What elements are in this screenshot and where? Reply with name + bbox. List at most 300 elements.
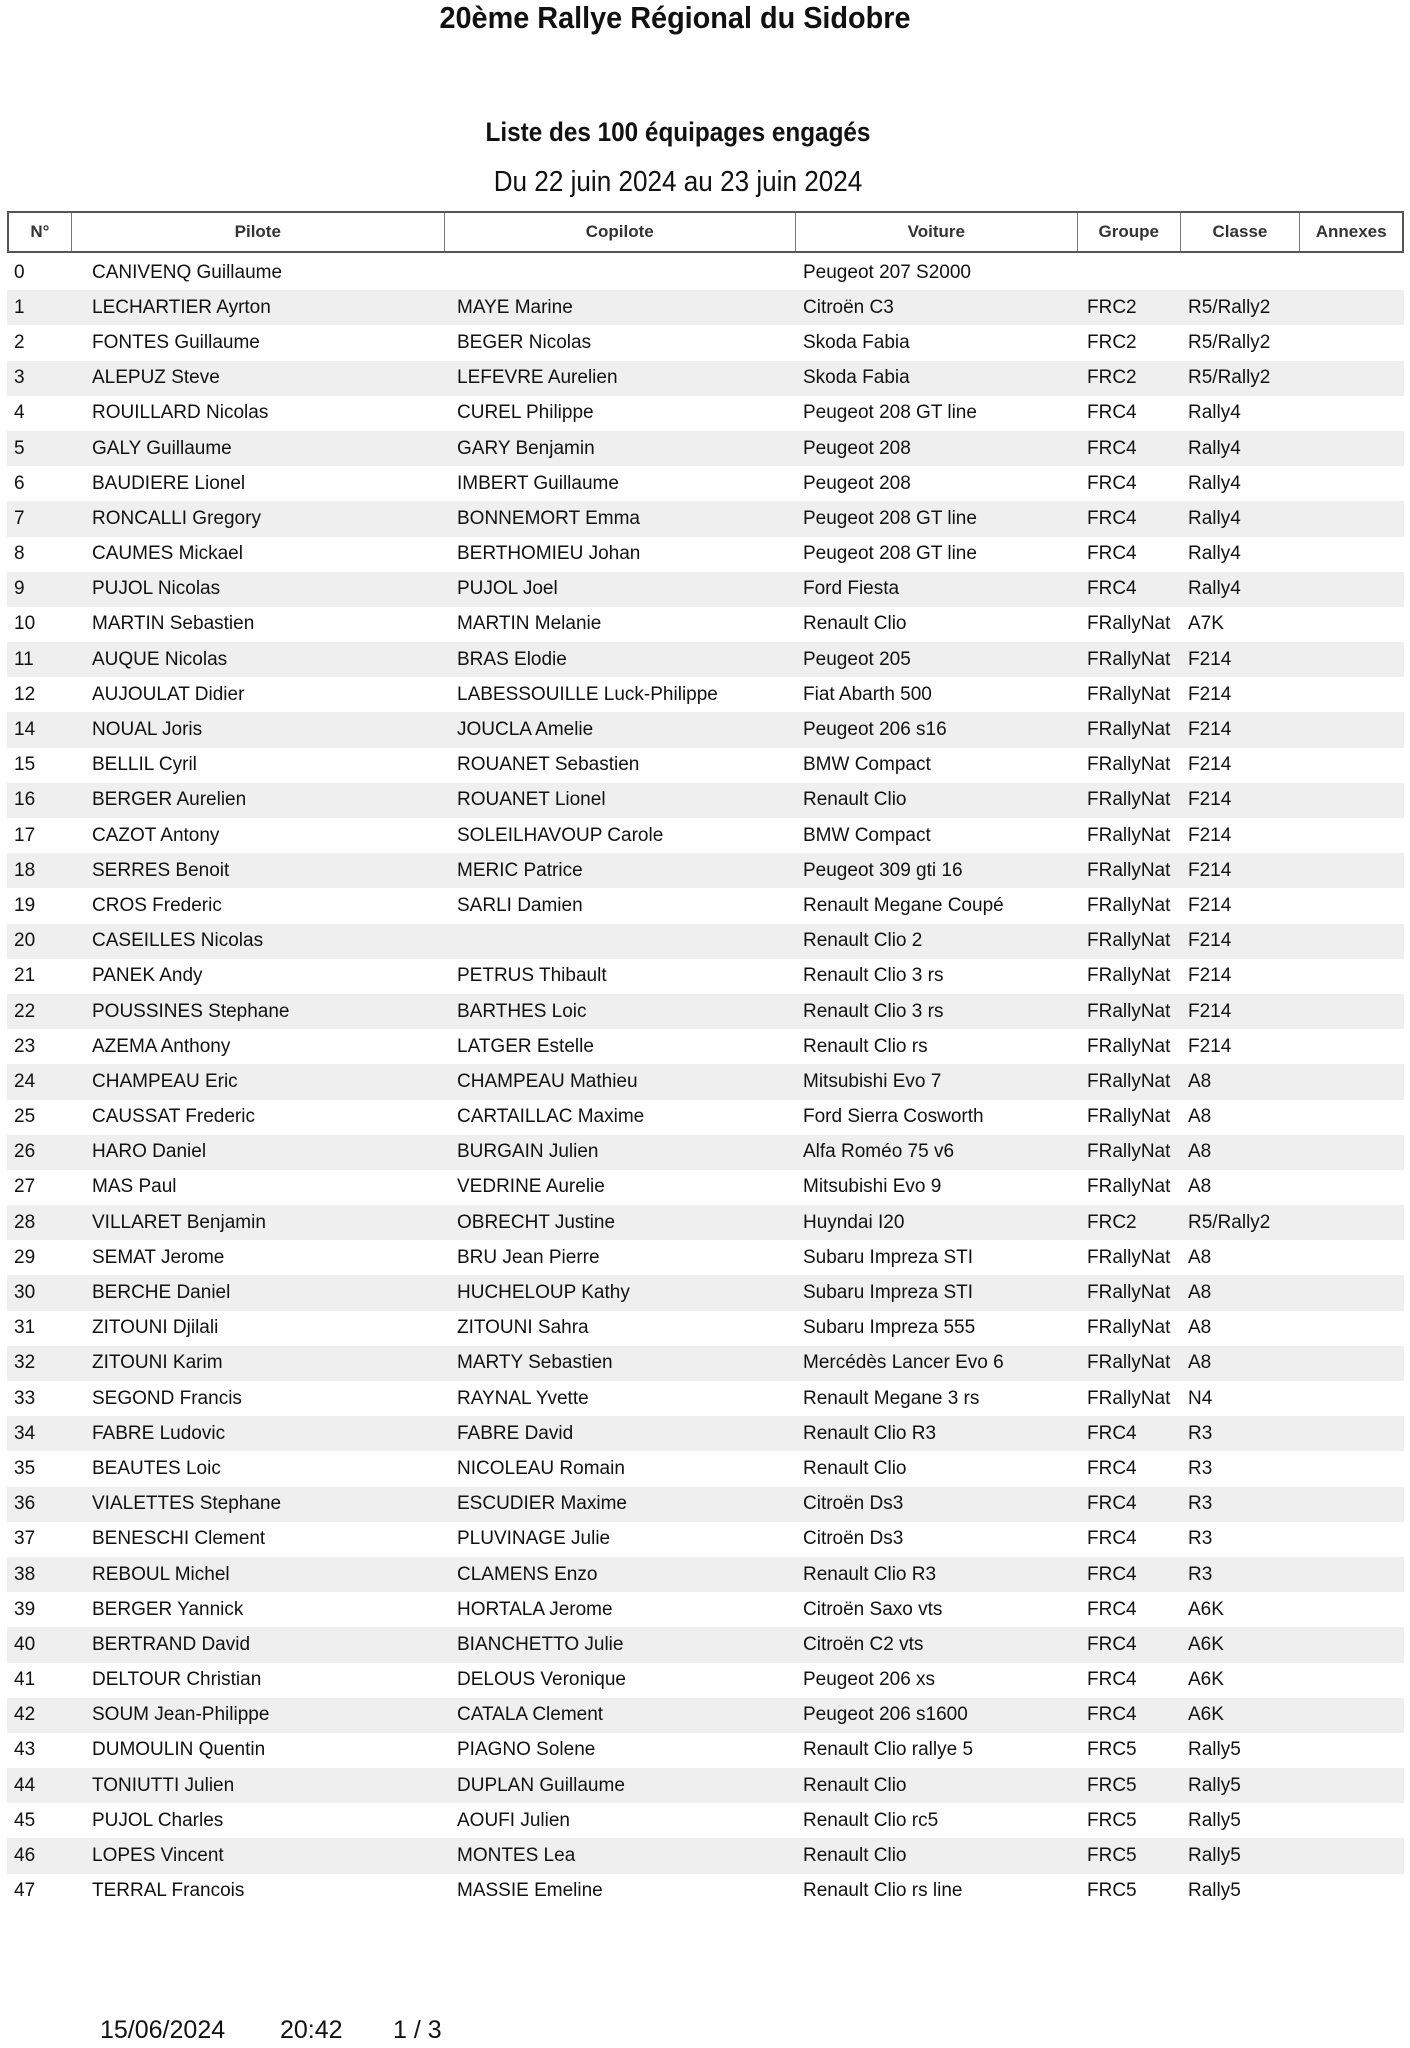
table-row <box>7 1346 1404 1381</box>
cell-classe: Rally4 <box>1188 543 1241 565</box>
cell-classe: A6K <box>1188 1669 1224 1691</box>
cell-copilote: LATGER Estelle <box>457 1035 594 1057</box>
cell-voiture: Mercédès Lancer Evo 6 <box>803 1352 1004 1374</box>
cell-copilote: CATALA Clement <box>457 1704 604 1726</box>
cell-groupe: FRallyNat <box>1087 930 1171 952</box>
cell-voiture: Renault Clio 3 rs <box>803 965 944 987</box>
cell-number: 35 <box>14 1457 36 1479</box>
cell-number: 46 <box>14 1845 36 1867</box>
cell-voiture: Citroën C3 <box>803 296 894 318</box>
cell-copilote: CLAMENS Enzo <box>457 1563 598 1585</box>
table-row <box>7 1698 1404 1733</box>
table-row <box>7 1557 1404 1592</box>
cell-classe: F214 <box>1188 894 1232 916</box>
page-number: 1 / 3 <box>393 2016 442 2044</box>
cell-number: 3 <box>14 367 25 389</box>
cell-number: 37 <box>14 1528 36 1550</box>
cell-copilote: FABRE David <box>457 1422 574 1444</box>
cell-pilote: PUJOL Nicolas <box>92 578 221 600</box>
cell-number: 41 <box>14 1669 36 1691</box>
cell-number: 8 <box>14 543 25 565</box>
cell-number: 19 <box>14 894 36 916</box>
cell-number: 40 <box>14 1633 36 1655</box>
cell-groupe: FRC5 <box>1087 1809 1137 1831</box>
column-header-annexes: Annexes <box>1315 222 1387 241</box>
cell-copilote: DUPLAN Guillaume <box>457 1774 625 1796</box>
cell-voiture: Renault Clio 2 <box>803 930 923 952</box>
cell-voiture: BMW Compact <box>803 754 931 776</box>
cell-pilote: BAUDIERE Lionel <box>92 472 246 494</box>
cell-classe: R3 <box>1188 1493 1213 1515</box>
table-row <box>7 959 1404 994</box>
cell-copilote: CUREL Philippe <box>457 402 594 424</box>
cell-voiture: Renault Clio <box>803 1774 907 1796</box>
cell-copilote: ROUANET Sebastien <box>457 754 640 776</box>
column-header-pilote: Pilote <box>72 213 445 251</box>
cell-pilote: CANIVENQ Guillaume <box>92 261 283 283</box>
cell-number: 22 <box>14 1000 36 1022</box>
cell-pilote: VILLARET Benjamin <box>92 1211 266 1233</box>
cell-pilote: BEAUTES Loic <box>92 1457 221 1479</box>
table-row <box>7 1311 1404 1346</box>
cell-voiture: Skoda Fabia <box>803 331 910 353</box>
table-row <box>7 1487 1404 1522</box>
column-header-number: N° <box>9 213 72 251</box>
cell-number: 39 <box>14 1598 36 1620</box>
table-row <box>7 1170 1404 1205</box>
table-row <box>7 1663 1404 1698</box>
cell-number: 32 <box>14 1352 36 1374</box>
cell-groupe: FRC5 <box>1087 1774 1137 1796</box>
cell-number: 34 <box>14 1422 36 1444</box>
cell-voiture: Fiat Abarth 500 <box>803 683 932 705</box>
entries-table <box>7 211 1404 1909</box>
cell-voiture: Renault Clio rallye 5 <box>803 1739 974 1761</box>
cell-voiture: Peugeot 206 s16 <box>803 719 947 741</box>
cell-groupe: FRC2 <box>1087 367 1137 389</box>
cell-pilote: SEGOND Francis <box>92 1387 242 1409</box>
cell-voiture: Citroën C2 vts <box>803 1633 924 1655</box>
cell-pilote: MARTIN Sebastien <box>92 613 255 635</box>
cell-pilote: LOPES Vincent <box>92 1845 224 1867</box>
cell-groupe: FRallyNat <box>1087 859 1171 881</box>
document-title: 20ème Rallye Régional du Sidobre <box>439 0 911 35</box>
cell-pilote: SERRES Benoit <box>92 859 230 881</box>
column-header-classe: Classe <box>1181 213 1301 251</box>
cell-voiture: BMW Compact <box>803 824 931 846</box>
cell-voiture: Citroën Ds3 <box>803 1493 904 1515</box>
cell-number: 45 <box>14 1809 36 1831</box>
cell-pilote: POUSSINES Stephane <box>92 1000 290 1022</box>
cell-pilote: CHAMPEAU Eric <box>92 1070 238 1092</box>
cell-groupe: FRC2 <box>1087 1211 1137 1233</box>
cell-pilote: MAS Paul <box>92 1176 177 1198</box>
cell-copilote: PIAGNO Solene <box>457 1739 596 1761</box>
cell-classe: R3 <box>1188 1422 1213 1444</box>
cell-classe: Rally5 <box>1188 1845 1241 1867</box>
cell-classe: A8 <box>1188 1352 1212 1374</box>
cell-number: 9 <box>14 578 25 600</box>
cell-voiture: Alfa Roméo 75 v6 <box>803 1141 955 1163</box>
cell-classe: A8 <box>1188 1141 1212 1163</box>
cell-pilote: DELTOUR Christian <box>92 1669 262 1691</box>
cell-number: 7 <box>14 507 25 529</box>
cell-groupe: FRC4 <box>1087 1528 1137 1550</box>
cell-voiture: Renault Clio R3 <box>803 1422 937 1444</box>
table-row <box>7 1381 1404 1416</box>
cell-classe: F214 <box>1188 719 1232 741</box>
cell-copilote: HUCHELOUP Kathy <box>457 1282 630 1304</box>
table-row <box>7 853 1404 888</box>
table-header <box>7 211 1404 253</box>
cell-number: 21 <box>14 965 36 987</box>
cell-groupe: FRC4 <box>1087 1633 1137 1655</box>
cell-pilote: BERGER Yannick <box>92 1598 244 1620</box>
cell-classe: R3 <box>1188 1528 1213 1550</box>
cell-classe: F214 <box>1188 1000 1232 1022</box>
cell-number: 31 <box>14 1317 36 1339</box>
cell-copilote: BARTHES Loic <box>457 1000 587 1022</box>
cell-pilote: BERGER Aurelien <box>92 789 247 811</box>
cell-voiture: Renault Clio <box>803 1457 907 1479</box>
cell-classe: A6K <box>1188 1633 1224 1655</box>
cell-number: 4 <box>14 402 25 424</box>
cell-number: 30 <box>14 1282 36 1304</box>
cell-voiture: Peugeot 208 GT line <box>803 402 977 424</box>
table-row <box>7 1803 1404 1838</box>
cell-groupe: FRallyNat <box>1087 1141 1171 1163</box>
cell-voiture: Ford Sierra Cosworth <box>803 1106 984 1128</box>
cell-pilote: ZITOUNI Karim <box>92 1352 223 1374</box>
cell-groupe: FRallyNat <box>1087 1246 1171 1268</box>
cell-copilote: HORTALA Jerome <box>457 1598 613 1620</box>
table-row <box>7 1838 1404 1873</box>
cell-classe: F214 <box>1188 824 1232 846</box>
cell-pilote: BELLIL Cyril <box>92 754 197 776</box>
cell-groupe: FRC4 <box>1087 578 1137 600</box>
cell-pilote: AUJOULAT Didier <box>92 683 245 705</box>
cell-voiture: Peugeot 207 S2000 <box>803 261 971 283</box>
cell-number: 42 <box>14 1704 36 1726</box>
column-header-voiture: Voiture <box>796 213 1078 251</box>
table-row <box>7 818 1404 853</box>
cell-copilote: IMBERT Guillaume <box>457 472 619 494</box>
table-row <box>7 1205 1404 1240</box>
cell-groupe: FRC5 <box>1087 1845 1137 1867</box>
cell-classe: A8 <box>1188 1246 1212 1268</box>
cell-copilote: BERTHOMIEU Johan <box>457 543 641 565</box>
cell-pilote: PUJOL Charles <box>92 1809 224 1831</box>
cell-number: 28 <box>14 1211 36 1233</box>
cell-pilote: RONCALLI Gregory <box>92 507 261 529</box>
cell-copilote: ROUANET Lionel <box>457 789 606 811</box>
cell-groupe: FRC5 <box>1087 1739 1137 1761</box>
cell-number: 23 <box>14 1035 36 1057</box>
cell-pilote: ZITOUNI Djilali <box>92 1317 219 1339</box>
cell-groupe: FRC4 <box>1087 1493 1137 1515</box>
cell-voiture: Renault Megane 3 rs <box>803 1387 980 1409</box>
cell-groupe: FRallyNat <box>1087 789 1171 811</box>
cell-groupe: FRC4 <box>1087 472 1137 494</box>
cell-groupe: FRallyNat <box>1087 754 1171 776</box>
cell-groupe: FRallyNat <box>1087 965 1171 987</box>
table-row <box>7 1451 1404 1486</box>
cell-classe: A7K <box>1188 613 1224 635</box>
cell-number: 29 <box>14 1246 36 1268</box>
cell-number: 2 <box>14 331 25 353</box>
cell-voiture: Huyndai I20 <box>803 1211 905 1233</box>
cell-groupe: FRC4 <box>1087 1704 1137 1726</box>
cell-groupe: FRC4 <box>1087 543 1137 565</box>
document-subtitle: Liste des 100 équipages engagés <box>485 117 871 147</box>
cell-voiture: Peugeot 206 s1600 <box>803 1704 968 1726</box>
cell-copilote: MARTY Sebastien <box>457 1352 613 1374</box>
cell-number: 6 <box>14 472 25 494</box>
cell-voiture: Peugeot 208 <box>803 472 911 494</box>
cell-pilote: CAUMES Mickael <box>92 543 243 565</box>
cell-number: 25 <box>14 1106 36 1128</box>
cell-groupe: FRallyNat <box>1087 1035 1171 1057</box>
cell-groupe: FRallyNat <box>1087 1106 1171 1128</box>
table-row <box>7 255 1404 290</box>
cell-groupe: FRallyNat <box>1087 1070 1171 1092</box>
cell-copilote: BONNEMORT Emma <box>457 507 640 529</box>
cell-copilote: PETRUS Thibault <box>457 965 607 987</box>
cell-copilote: MASSIE Emeline <box>457 1880 603 1902</box>
cell-voiture: Peugeot 208 <box>803 437 911 459</box>
cell-copilote: LEFEVRE Aurelien <box>457 367 618 389</box>
cell-copilote: DELOUS Veronique <box>457 1669 626 1691</box>
cell-classe: R3 <box>1188 1563 1213 1585</box>
cell-number: 15 <box>14 754 36 776</box>
cell-classe: Rally4 <box>1188 437 1241 459</box>
cell-voiture: Peugeot 206 xs <box>803 1669 936 1691</box>
table-row <box>7 1733 1404 1768</box>
cell-voiture: Peugeot 205 <box>803 648 911 670</box>
cell-pilote: AZEMA Anthony <box>92 1035 231 1057</box>
cell-number: 16 <box>14 789 36 811</box>
cell-classe: A8 <box>1188 1176 1212 1198</box>
table-row <box>7 1627 1404 1662</box>
cell-classe: Rally5 <box>1188 1809 1241 1831</box>
cell-copilote: VEDRINE Aurelie <box>457 1176 605 1198</box>
cell-pilote: PANEK Andy <box>92 965 203 987</box>
cell-number: 38 <box>14 1563 36 1585</box>
cell-voiture: Peugeot 208 GT line <box>803 543 977 565</box>
cell-classe: A8 <box>1188 1317 1212 1339</box>
cell-groupe: FRC4 <box>1087 1563 1137 1585</box>
cell-voiture: Peugeot 208 GT line <box>803 507 977 529</box>
table-row <box>7 677 1404 712</box>
cell-number: 33 <box>14 1387 36 1409</box>
table-row <box>7 1064 1404 1099</box>
cell-number: 1 <box>14 296 25 318</box>
table-row <box>7 1100 1404 1135</box>
cell-pilote: FONTES Guillaume <box>92 331 260 353</box>
cell-copilote: SARLI Damien <box>457 894 583 916</box>
cell-copilote: MAYE Marine <box>457 296 573 318</box>
cell-pilote: BERCHE Daniel <box>92 1282 231 1304</box>
cell-voiture: Renault Clio <box>803 789 907 811</box>
cell-classe: R5/Rally2 <box>1188 331 1271 353</box>
cell-copilote: ESCUDIER Maxime <box>457 1493 627 1515</box>
cell-pilote: CROS Frederic <box>92 894 222 916</box>
cell-voiture: Subaru Impreza 555 <box>803 1317 976 1339</box>
cell-number: 36 <box>14 1493 36 1515</box>
cell-copilote: SOLEILHAVOUP Carole <box>457 824 664 846</box>
cell-number: 27 <box>14 1176 36 1198</box>
cell-groupe: FRallyNat <box>1087 1282 1171 1304</box>
cell-voiture: Mitsubishi Evo 7 <box>803 1070 942 1092</box>
cell-classe: F214 <box>1188 789 1232 811</box>
cell-classe: Rally4 <box>1188 472 1241 494</box>
cell-classe: A6K <box>1188 1598 1224 1620</box>
table-row <box>7 607 1404 642</box>
cell-voiture: Peugeot 309 gti 16 <box>803 859 963 881</box>
cell-pilote: CAZOT Antony <box>92 824 220 846</box>
event-dates: Du 22 juin 2024 au 23 juin 2024 <box>493 166 863 198</box>
cell-pilote: BERTRAND David <box>92 1633 251 1655</box>
table-row <box>7 1592 1404 1627</box>
table-row <box>7 572 1404 607</box>
cell-voiture: Renault Clio rs line <box>803 1880 963 1902</box>
table-row <box>7 888 1404 923</box>
cell-copilote: MONTES Lea <box>457 1845 576 1867</box>
table-row <box>7 290 1404 325</box>
cell-voiture: Renault Clio R3 <box>803 1563 937 1585</box>
cell-classe: A8 <box>1188 1070 1212 1092</box>
cell-groupe: FRC2 <box>1087 296 1137 318</box>
cell-voiture: Mitsubishi Evo 9 <box>803 1176 942 1198</box>
table-row <box>7 501 1404 536</box>
cell-pilote: VIALETTES Stephane <box>92 1493 282 1515</box>
cell-copilote: AOUFI Julien <box>457 1809 570 1831</box>
cell-pilote: CAUSSAT Frederic <box>92 1106 255 1128</box>
table-row <box>7 1029 1404 1064</box>
table-row <box>7 924 1404 959</box>
cell-groupe: FRallyNat <box>1087 824 1171 846</box>
cell-copilote: BIANCHETTO Julie <box>457 1633 624 1655</box>
cell-groupe: FRC4 <box>1087 437 1137 459</box>
cell-voiture: Skoda Fabia <box>803 367 910 389</box>
cell-voiture: Renault Clio rs <box>803 1035 928 1057</box>
column-header-copilote: Copilote <box>445 213 796 251</box>
cell-voiture: Renault Clio <box>803 1845 907 1867</box>
cell-number: 20 <box>14 930 36 952</box>
print-date: 15/06/2024 <box>100 2016 226 2044</box>
cell-pilote: LECHARTIER Ayrton <box>92 296 271 318</box>
cell-classe: Rally5 <box>1188 1739 1241 1761</box>
cell-classe: F214 <box>1188 965 1232 987</box>
cell-voiture: Renault Clio <box>803 613 907 635</box>
cell-classe: Rally4 <box>1188 578 1241 600</box>
cell-classe: R3 <box>1188 1457 1213 1479</box>
cell-groupe: FRallyNat <box>1087 719 1171 741</box>
table-row <box>7 325 1404 360</box>
cell-voiture: Renault Megane Coupé <box>803 894 1004 916</box>
cell-copilote: PLUVINAGE Julie <box>457 1528 611 1550</box>
cell-copilote: MARTIN Melanie <box>457 613 602 635</box>
table-row <box>7 642 1404 677</box>
cell-pilote: FABRE Ludovic <box>92 1422 226 1444</box>
table-row <box>7 466 1404 501</box>
cell-pilote: NOUAL Joris <box>92 719 203 741</box>
print-time: 20:42 <box>280 2016 343 2044</box>
cell-groupe: FRallyNat <box>1087 894 1171 916</box>
cell-number: 10 <box>14 613 36 635</box>
cell-voiture: Renault Clio 3 rs <box>803 1000 944 1022</box>
cell-classe: N4 <box>1188 1387 1213 1409</box>
cell-pilote: TONIUTTI Julien <box>92 1774 235 1796</box>
cell-groupe: FRC5 <box>1087 1880 1137 1902</box>
cell-classe: F214 <box>1188 754 1232 776</box>
table-row <box>7 1874 1404 1909</box>
cell-groupe: FRallyNat <box>1087 1387 1171 1409</box>
cell-pilote: CASEILLES Nicolas <box>92 930 264 952</box>
cell-classe: R5/Rally2 <box>1188 296 1271 318</box>
cell-groupe: FRC4 <box>1087 507 1137 529</box>
table-row <box>7 361 1404 396</box>
cell-copilote: GARY Benjamin <box>457 437 595 459</box>
cell-classe: Rally5 <box>1188 1880 1241 1902</box>
cell-copilote: BRAS Elodie <box>457 648 567 670</box>
table-row <box>7 396 1404 431</box>
cell-pilote: DUMOULIN Quentin <box>92 1739 266 1761</box>
cell-groupe: FRallyNat <box>1087 1176 1171 1198</box>
cell-pilote: TERRAL Francois <box>92 1880 245 1902</box>
cell-classe: F214 <box>1188 859 1232 881</box>
table-row <box>7 1768 1404 1803</box>
cell-number: 5 <box>14 437 25 459</box>
cell-number: 44 <box>14 1774 36 1796</box>
cell-copilote: NICOLEAU Romain <box>457 1457 625 1479</box>
cell-voiture: Renault Clio rc5 <box>803 1809 939 1831</box>
cell-copilote: LABESSOUILLE Luck-Philippe <box>457 683 718 705</box>
table-row <box>7 1240 1404 1275</box>
cell-pilote: ALEPUZ Steve <box>92 367 220 389</box>
cell-pilote: BENESCHI Clement <box>92 1528 266 1550</box>
table-row <box>7 537 1404 572</box>
cell-classe: R5/Rally2 <box>1188 367 1271 389</box>
table-body <box>7 255 1404 1909</box>
table-row <box>7 1522 1404 1557</box>
cell-copilote: CHAMPEAU Mathieu <box>457 1070 638 1092</box>
cell-number: 14 <box>14 719 36 741</box>
cell-number: 12 <box>14 683 36 705</box>
cell-copilote: BEGER Nicolas <box>457 331 592 353</box>
cell-groupe: FRallyNat <box>1087 613 1171 635</box>
cell-classe: Rally4 <box>1188 507 1241 529</box>
cell-copilote: BRU Jean Pierre <box>457 1246 600 1268</box>
cell-voiture: Citroën Saxo vts <box>803 1598 943 1620</box>
cell-copilote: PUJOL Joel <box>457 578 558 600</box>
cell-groupe: FRC4 <box>1087 1598 1137 1620</box>
cell-copilote: BURGAIN Julien <box>457 1141 599 1163</box>
table-row <box>7 1135 1404 1170</box>
cell-pilote: SOUM Jean-Philippe <box>92 1704 270 1726</box>
cell-pilote: HARO Daniel <box>92 1141 207 1163</box>
cell-classe: F214 <box>1188 1035 1232 1057</box>
cell-groupe: FRallyNat <box>1087 1317 1171 1339</box>
table-row <box>7 748 1404 783</box>
cell-number: 24 <box>14 1070 36 1092</box>
cell-copilote: JOUCLA Amelie <box>457 719 594 741</box>
cell-number: 0 <box>14 261 25 283</box>
table-row <box>7 712 1404 747</box>
cell-classe: A6K <box>1188 1704 1224 1726</box>
cell-groupe: FRallyNat <box>1087 1352 1171 1374</box>
cell-classe: F214 <box>1188 648 1232 670</box>
